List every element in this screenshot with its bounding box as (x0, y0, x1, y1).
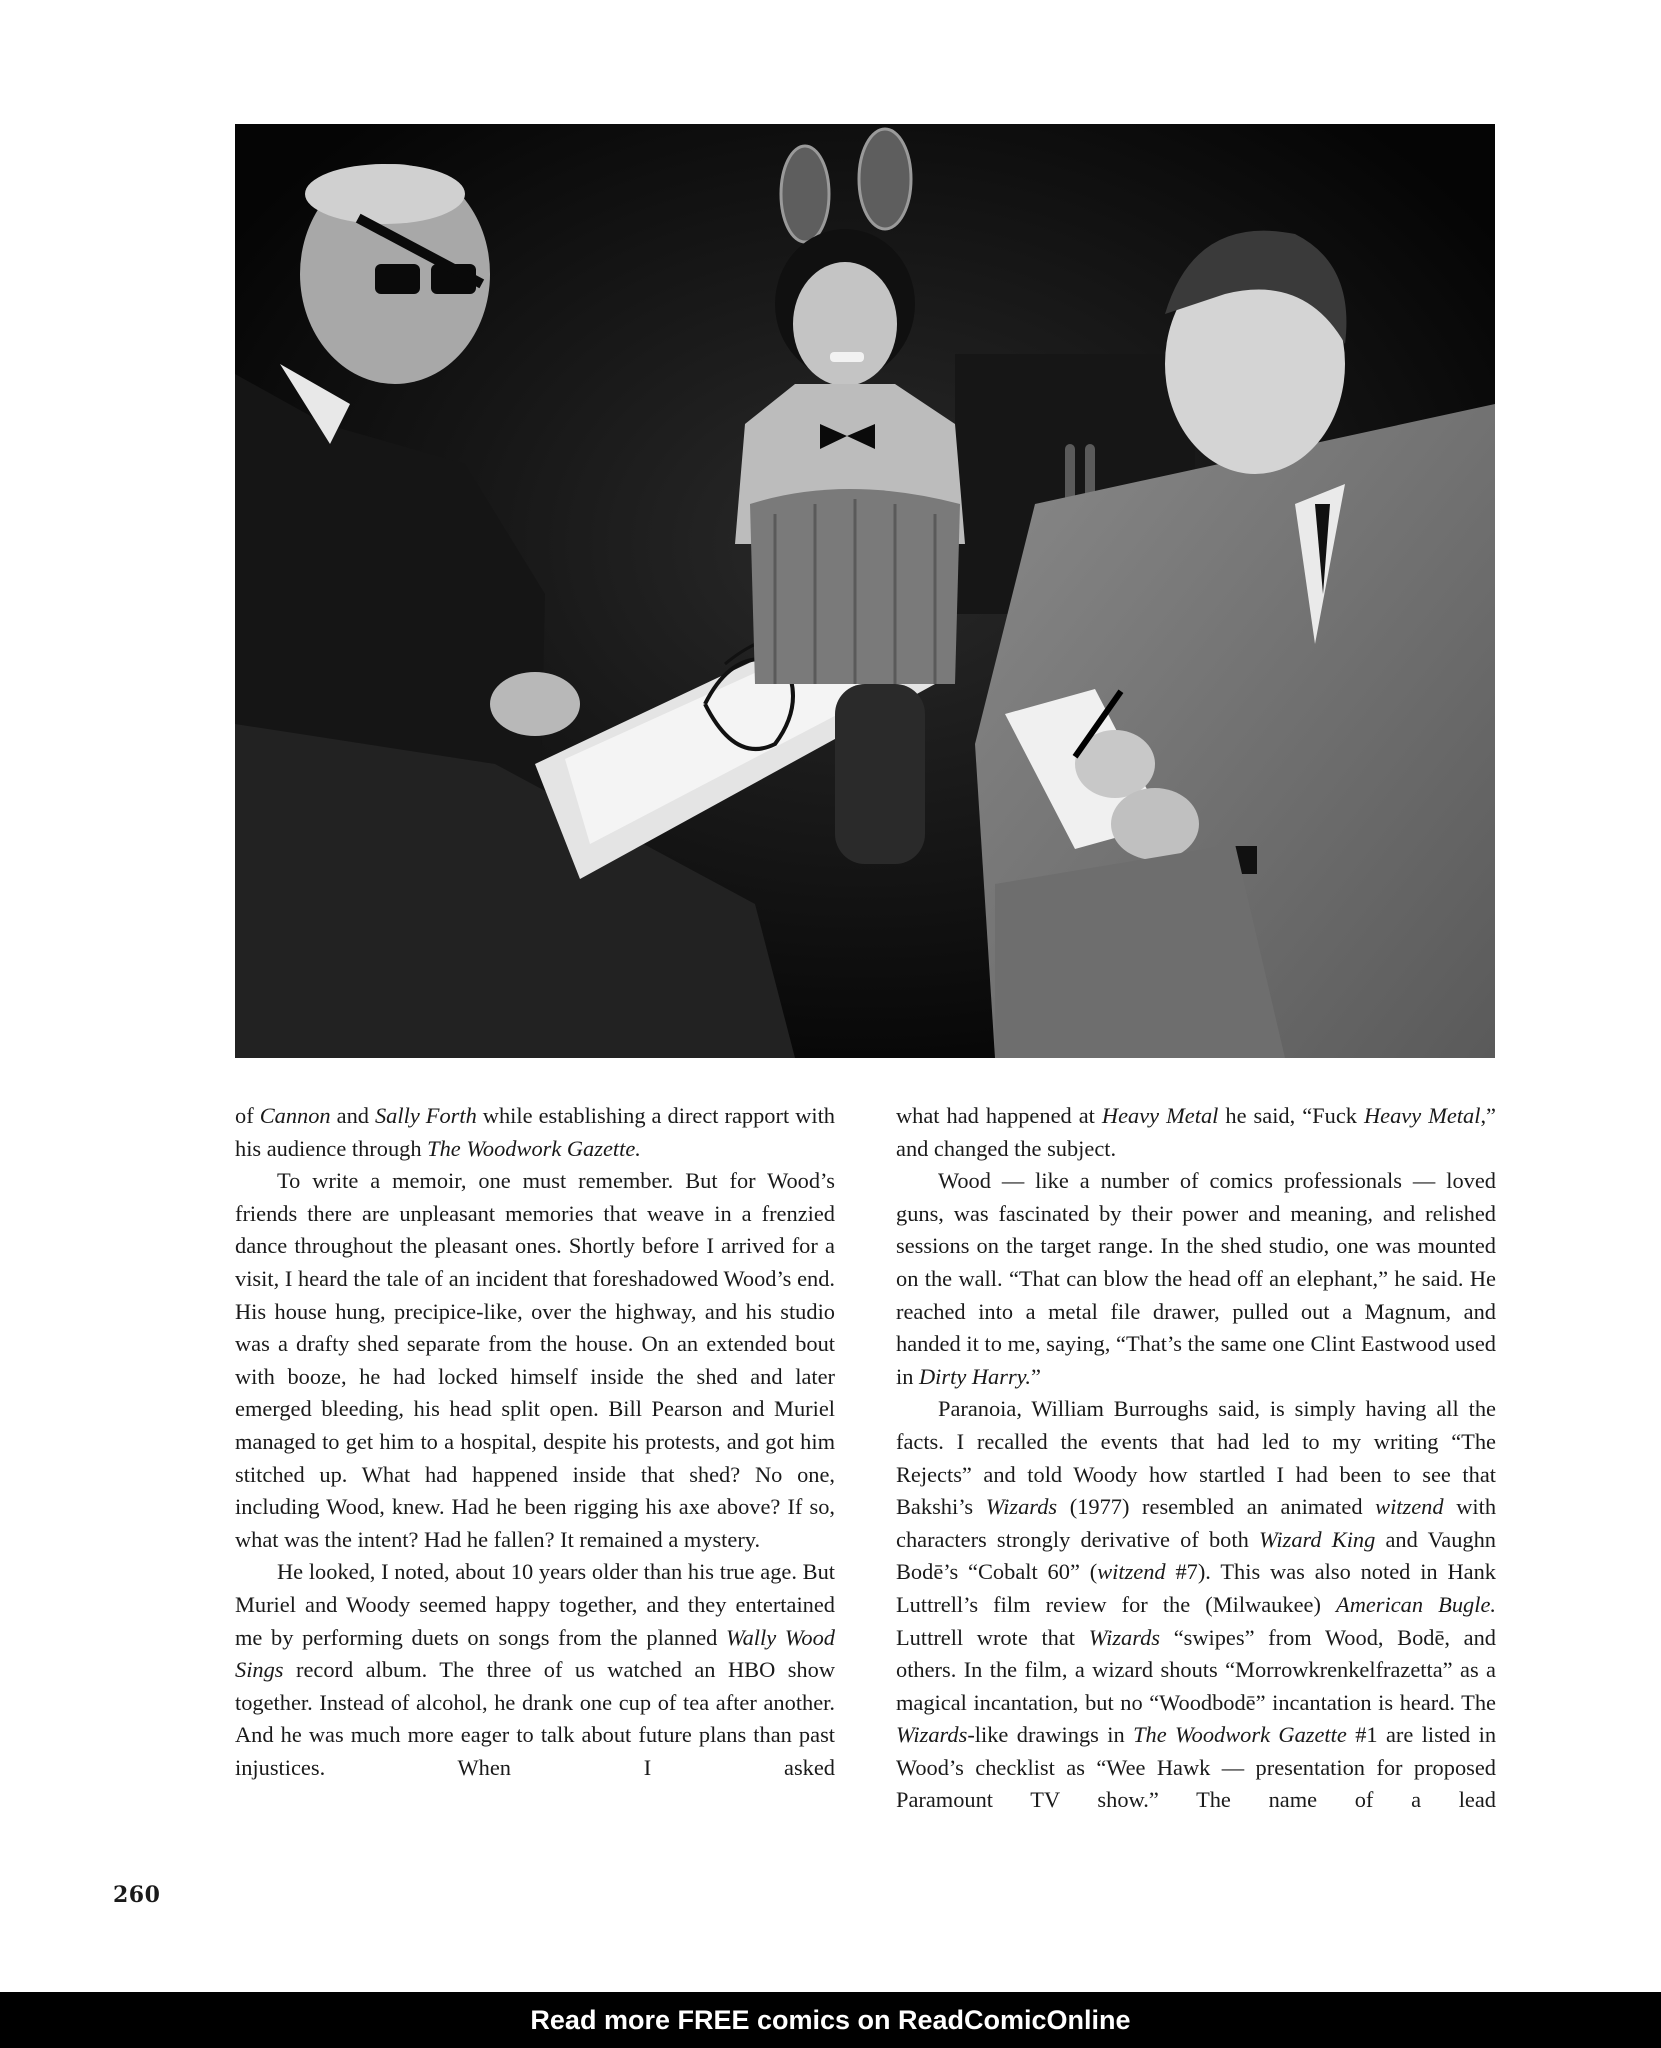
body-text: “swipes” from Wood, Bodē, and others. In the film, a wizard shouts “Morrowkrenkelfrazetta” as a magical incantation, but no “Woodbodē” incantation is heard. The (896, 1624, 1496, 1715)
body-text: ” (1030, 1363, 1041, 1389)
italic-text: Cannon (259, 1103, 331, 1128)
italic-text: Wally Wood Sings (235, 1624, 835, 1683)
photograph (235, 124, 1495, 1058)
photo-illustration (235, 124, 1495, 1058)
body-text: what had happened at (896, 1103, 1102, 1128)
body-text: record album. The three of us watched an HBO show together. Instead of alcohol, he drank one cup of tea after another. And he was much more eager to talk about future plans than past injustices. When I asked (235, 1657, 835, 1780)
italic-text: The Woodwork Gazette. (427, 1135, 641, 1161)
italic-text: witzend (1375, 1494, 1444, 1520)
italic-text: Sally Forth (374, 1103, 477, 1128)
italic-text: witzend (1097, 1559, 1166, 1585)
body-text: Wood — like a number of comics professionals — loved guns, was fascinated by their power and meaning, and relished sessions on the target range. In the shed studio, one was mounted on the wall. “That can blow the head off an elephant,” he said. He reached into a metal file drawer, pulled out a Magnum, and handed it to me, saying, “That’s the same one Clint Eastwood used in (896, 1168, 1496, 1389)
body-text: #1 are listed in Wood’s checklist as “Wee Hawk — presentation for proposed Paramount TV show.” The name of a lead (896, 1722, 1497, 1813)
left_column-paragraph (235, 1165, 835, 1556)
left_column-paragraph (235, 1556, 835, 1784)
page-number: 260 (113, 1882, 161, 1908)
right-text-column (896, 1100, 1496, 1817)
body-text: He looked, I noted, about 10 years older than his true age. But Muriel and Woody seemed happy together, and they entertained me by performing duets on songs from the planned (235, 1559, 835, 1650)
body-text: Luttrell wrote that (896, 1624, 1089, 1650)
body-text: #7). This was also noted in Hank Luttrell’s film review for the (Milwaukee) (896, 1559, 1496, 1617)
italic-text: American Bugle. (1336, 1591, 1496, 1617)
body-text: and (330, 1103, 375, 1128)
left_column-paragraph (235, 1100, 835, 1165)
footer-banner[interactable] (0, 1992, 1661, 2048)
body-text: he said, “Fuck (1218, 1103, 1364, 1128)
italic-text: Heavy Metal (1364, 1103, 1481, 1128)
body-text: To write a memoir, one must remember. But for Wood’s friends there are unpleasant memories that weave in a frenzied dance throughout the pleasant ones. Shortly before I arrived for a visit, I heard the tale of an incident that foreshadowed Wood’s end. His house hung, precipice-like, over the highway, and his studio was a drafty shed separate from the house. On an extended bout with booze, he had locked himself inside the shed and later emerged bleeding, his head split open. Bill Pearson and Muriel managed to get him to a hospital, despite his protests, and got him stitched up. What had happened inside that shed? No one, including Wood, knew. Had he been rigging his axe above? If so, what was the intent? Had he fallen? It remained a mystery. (235, 1168, 835, 1552)
body-text: with characters strongly derivative of both (896, 1494, 1497, 1552)
footer-banner-text[interactable]: Read more FREE comics on ReadComicOnline (530, 2004, 1131, 2035)
right_column-paragraph (896, 1393, 1496, 1817)
body-text: of (235, 1103, 260, 1128)
body-text: Paranoia, William Burroughs said, is simply having all the facts. I recalled the events that had led to my writing “The Rejects” and told Woody how startled I had been to see that Bakshi’s (896, 1396, 1496, 1520)
right_column-paragraph (896, 1100, 1496, 1165)
italic-text: Wizard King (1258, 1526, 1376, 1552)
italic-text: Dirty Harry. (919, 1363, 1031, 1389)
left-text-column (235, 1100, 835, 1784)
body-text: (1977) resembled an animated (1057, 1494, 1376, 1520)
right_column-paragraph (896, 1165, 1496, 1393)
italic-text: Wizards (1088, 1624, 1161, 1650)
italic-text: Wizards (985, 1494, 1058, 1520)
body-text: -like drawings in (967, 1722, 1134, 1748)
italic-text: Wizards (896, 1722, 968, 1748)
body-text: ,” and changed the subject. (896, 1103, 1496, 1161)
italic-text: Heavy Metal (1101, 1103, 1219, 1128)
body-text: while establishing a direct rapport with his audience through (235, 1103, 836, 1161)
body-text: and Vaughn Bodē’s “Cobalt 60” ( (896, 1526, 1496, 1585)
italic-text: The Woodwork Gazette (1133, 1722, 1347, 1748)
